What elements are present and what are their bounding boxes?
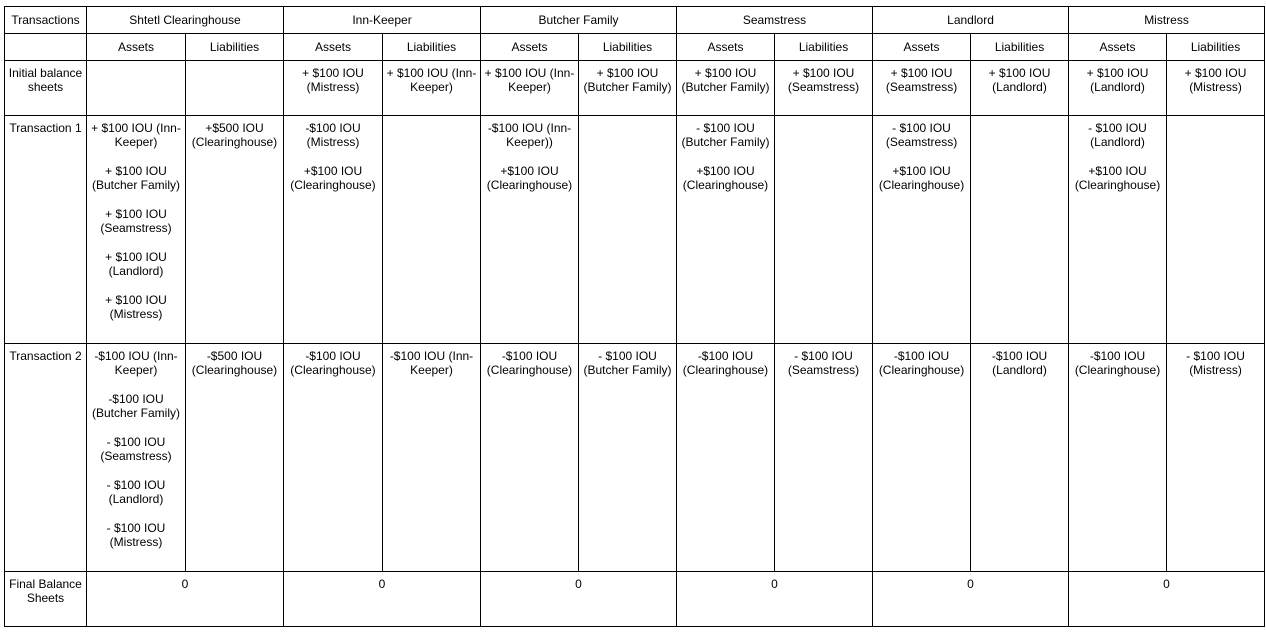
liabilities-header-cell: Liabilities (579, 34, 677, 61)
transaction-1-row (5, 116, 1265, 344)
ledger-entry: - $100 IOU (Seamstress) (787, 349, 860, 377)
liabilities-cell (383, 344, 481, 572)
ledger-entry: +$100 IOU (Clearinghouse) (878, 164, 965, 192)
liabilities-cell (1167, 61, 1265, 116)
liabilities-cell (971, 116, 1069, 344)
final-value: 0 (1163, 577, 1170, 591)
ledger-entry: + $100 IOU (Landlord) (105, 250, 167, 278)
ledger-entry: + $100 IOU (Seamstress) (100, 207, 172, 235)
ledger-entry: +$100 IOU (Clearinghouse) (290, 164, 376, 192)
assets-header-cell: Assets (481, 34, 579, 61)
ledger-entry: +$100 IOU (Clearinghouse) (1074, 164, 1161, 192)
assets-cell (284, 116, 383, 344)
assets-cell (677, 61, 775, 116)
ledger-entry: + $100 IOU (Seamstress) (787, 66, 860, 94)
assets-cell (873, 61, 971, 116)
liabilities-cell (579, 61, 677, 116)
party-header-seamstress: Seamstress (677, 7, 873, 34)
assets-cell (1069, 116, 1167, 344)
initial-balance-row (5, 61, 1265, 116)
ledger-entry: -$100 IOU (Inn-Keeper)) (487, 121, 572, 149)
empty-corner-cell (5, 34, 87, 61)
assets-cell (873, 116, 971, 344)
row-label-final: Final Balance Sheets (5, 572, 87, 627)
assets-cell (87, 116, 186, 344)
ledger-entry: -$100 IOU (Inn-Keeper) (389, 349, 474, 377)
final-value-inn-keeper (284, 572, 481, 627)
assets-cell (284, 344, 383, 572)
liabilities-cell (383, 116, 481, 344)
liabilities-header-cell: Liabilities (971, 34, 1069, 61)
ledger-entry: + $100 IOU (Inn-Keeper) (386, 66, 477, 94)
liabilities-header-cell: Liabilities (383, 34, 481, 61)
assets-cell (87, 344, 186, 572)
assets-cell (1069, 344, 1167, 572)
transaction-2-row (5, 344, 1265, 572)
final-balance-row (5, 572, 1265, 627)
assets-cell (677, 344, 775, 572)
final-value: 0 (967, 577, 974, 591)
liabilities-cell (775, 344, 873, 572)
liabilities-cell (579, 116, 677, 344)
ledger-entry: -$100 IOU (Butcher Family) (91, 392, 180, 420)
liabilities-cell (1167, 344, 1265, 572)
liabilities-cell (775, 116, 873, 344)
liabilities-cell (383, 61, 481, 116)
ledger-entry: + $100 IOU (Mistress) (302, 66, 364, 94)
final-value: 0 (575, 577, 582, 591)
ledger-entry: -$500 IOU (Clearinghouse) (191, 349, 278, 377)
assets-header-cell: Assets (873, 34, 971, 61)
assets-cell (481, 344, 579, 572)
ledger-entry: - $100 IOU (Seamstress) (885, 121, 958, 149)
final-value-clearinghouse (87, 572, 284, 627)
assets-cell (677, 116, 775, 344)
liabilities-cell (579, 344, 677, 572)
liabilities-cell (971, 344, 1069, 572)
assets-cell (87, 61, 186, 116)
assets-header-cell: Assets (284, 34, 383, 61)
row-label-transaction-1: Transaction 1 (5, 116, 87, 344)
ledger-entry: -$100 IOU (Clearinghouse) (486, 349, 573, 377)
row-label-transaction-2: Transaction 2 (5, 344, 87, 572)
ledger-entry: - $100 IOU (Seamstress) (100, 435, 172, 463)
ledger-entry: + $100 IOU (Inn-Keeper) (484, 66, 575, 94)
ledger-entry: -$100 IOU (Clearinghouse) (1074, 349, 1161, 377)
liabilities-cell (775, 61, 873, 116)
liabilities-cell (971, 61, 1069, 116)
party-header-clearinghouse: Shtetl Clearinghouse (87, 7, 284, 34)
liabilities-cell (186, 344, 284, 572)
liabilities-cell (186, 116, 284, 344)
assets-cell (481, 116, 579, 344)
assets-header-cell: Assets (1069, 34, 1167, 61)
party-header-row (5, 7, 1265, 34)
liabilities-cell (1167, 116, 1265, 344)
assets-header-cell: Assets (87, 34, 186, 61)
final-value: 0 (378, 577, 386, 591)
ledger-entry: -$100 IOU (Landlord) (991, 349, 1048, 377)
row-label-initial: Initial balance sheets (5, 61, 87, 116)
ledger-entry: + $100 IOU (Mistress) (1184, 66, 1247, 94)
party-header-landlord: Landlord (873, 7, 1069, 34)
ledger-entry: + $100 IOU (Inn-Keeper) (91, 121, 181, 149)
liabilities-header-cell: Liabilities (1167, 34, 1265, 61)
ledger-entry: +$100 IOU (Clearinghouse) (682, 164, 769, 192)
ledger-entry: -$100 IOU (Clearinghouse) (682, 349, 769, 377)
assets-header-cell: Assets (677, 34, 775, 61)
ledger-entry: - $100 IOU (Butcher Family) (681, 121, 770, 149)
ledger-entry: +$100 IOU (Clearinghouse) (486, 164, 573, 192)
assets-cell (1069, 61, 1167, 116)
party-header-butcher-family: Butcher Family (481, 7, 677, 34)
final-value-seamstress (677, 572, 873, 627)
final-value-mistress (1069, 572, 1265, 627)
party-header-inn-keeper: Inn-Keeper (284, 7, 481, 34)
ledger-entry: - $100 IOU (Landlord) (1088, 121, 1147, 149)
ledger-entry: - $100 IOU (Butcher Family) (583, 349, 672, 377)
party-header-mistress: Mistress (1069, 7, 1265, 34)
ledger-entry: + $100 IOU (Seamstress) (885, 66, 958, 94)
assets-cell (481, 61, 579, 116)
final-value: 0 (771, 577, 778, 591)
liabilities-cell (186, 61, 284, 116)
ledger-entry: -$100 IOU (Inn-Keeper) (94, 349, 178, 377)
liabilities-header-cell: Liabilities (186, 34, 284, 61)
ledger-entry: -$100 IOU (Mistress) (305, 121, 361, 149)
final-value-butcher-family (481, 572, 677, 627)
assets-liabilities-header-row (5, 34, 1265, 61)
ledger-entry: + $100 IOU (Butcher Family) (583, 66, 672, 94)
ledger-entry: + $100 IOU (Landlord) (988, 66, 1051, 94)
ledger-entry: - $100 IOU (Landlord) (106, 478, 166, 506)
ledger-entry: + $100 IOU (Butcher Family) (681, 66, 770, 94)
ledger-entry: - $100 IOU (Mistress) (1186, 349, 1245, 377)
corner-header-cell: Transactions (5, 7, 87, 34)
ledger-entry: +$500 IOU (Clearinghouse) (191, 121, 278, 149)
ledger-entry: + $100 IOU (Butcher Family) (91, 164, 180, 192)
ledger-entry: + $100 IOU (Mistress) (105, 293, 167, 321)
ledger-entry: - $100 IOU (Mistress) (106, 521, 166, 549)
assets-cell (284, 61, 383, 116)
balance-sheet-table (4, 6, 1265, 627)
ledger-entry: -$100 IOU (Clearinghouse) (878, 349, 965, 377)
final-value-landlord (873, 572, 1069, 627)
assets-cell (873, 344, 971, 572)
ledger-entry: + $100 IOU (Landlord) (1086, 66, 1149, 94)
final-value: 0 (181, 577, 189, 591)
ledger-entry: -$100 IOU (Clearinghouse) (290, 349, 376, 377)
liabilities-header-cell: Liabilities (775, 34, 873, 61)
